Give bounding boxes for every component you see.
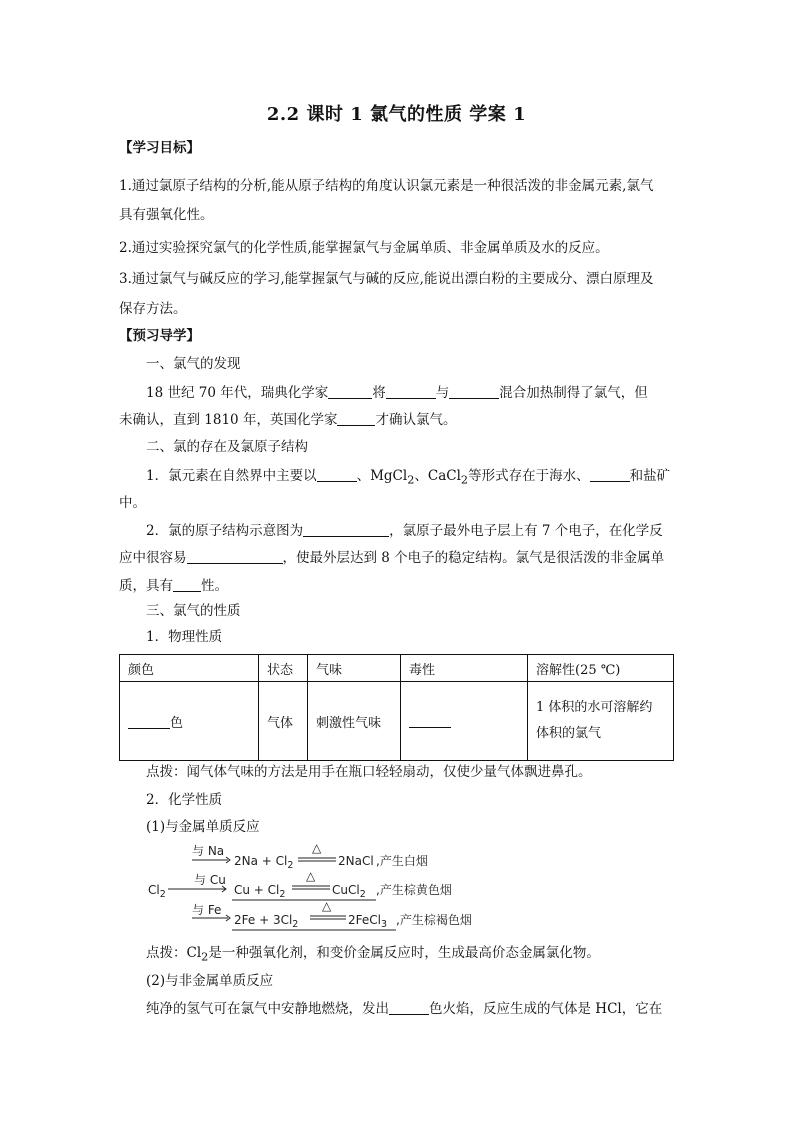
discovery-line-2: 未确认，直到 1810 年，英国化学家 才确认氯气。 <box>119 412 457 428</box>
page-title: 2.2 课时 1 氯气的性质 学案 1 <box>266 104 527 125</box>
reaction-fe-note: ,产生棕褐色烟 <box>396 913 472 927</box>
structure-line-2: 应中很容易 ，使最外层达到 8 个电子的稳定结构。氯气是很活泼的非金属单 <box>119 550 665 566</box>
cell-odor: 刺激性气味 <box>308 682 401 761</box>
condition-na: △ <box>312 841 322 855</box>
branch-label-fe: 与 Fe <box>192 903 222 917</box>
reaction-cu-note: ,产生棕黄色烟 <box>376 883 452 897</box>
condition-cu: △ <box>306 869 316 883</box>
section-3-title: 三、氯气的性质 <box>146 603 241 619</box>
blank-toxicity[interactable] <box>409 713 451 728</box>
header-state: 状态 <box>259 655 308 682</box>
objective-line-2: 具有强氧化性。 <box>119 207 214 223</box>
structure-line-3: 质，具有 性。 <box>119 578 228 594</box>
header-odor: 气味 <box>308 655 401 682</box>
blank-location[interactable] <box>590 467 630 482</box>
reaction-fe-product: 2FeCl$_3$ <box>348 913 388 930</box>
chemical-properties-title: 2．化学性质 <box>146 792 223 808</box>
existence-line-2: 中。 <box>119 495 146 511</box>
blank-chemist[interactable] <box>328 384 372 399</box>
branch-label-cu: 与 Cu <box>194 873 226 887</box>
cell-toxicity <box>401 682 528 761</box>
blank-reagent-2[interactable] <box>449 384 499 399</box>
section-1-title: 一、氯气的发现 <box>146 356 241 372</box>
cell-color: 色 <box>120 682 259 761</box>
metal-reaction-title: (1)与金属单质反应 <box>146 819 260 835</box>
preview-heading: 【预习导学】 <box>119 328 200 344</box>
existence-line-1: 1．氯元素在自然界中主要以 、MgCl$_2$、CaCl$_2$等形式存在于海水、 和盐矿 <box>146 468 671 487</box>
cell-solubility: 1 体积的水可溶解约 体积的氯气 <box>528 682 674 761</box>
blank-electron-behavior[interactable] <box>187 549 283 564</box>
metal-reaction-diagram <box>146 840 506 936</box>
reaction-na-note: ,产生白烟 <box>376 854 428 868</box>
reaction-cu-lhs: $Cu + Cl_2$ <box>234 883 286 900</box>
blank-property[interactable] <box>173 577 201 592</box>
reaction-na-product: 2NaCl <box>338 854 374 868</box>
cell-state: 气体 <box>259 682 308 761</box>
blank-form[interactable] <box>317 467 357 482</box>
tip-smell: 点拨：闻气体气味的方法是用手在瓶口轻轻扇动，仅使少量气体飘进鼻孔。 <box>146 764 592 780</box>
physical-properties-table <box>119 654 674 761</box>
condition-fe: △ <box>322 899 332 913</box>
blank-color[interactable] <box>128 714 170 729</box>
discovery-line-1: 18 世纪 70 年代，瑞典化学家 将 与 混合加热制得了氯气，但 <box>146 385 648 401</box>
objective-line-4: 3.通过氯气与碱反应的学习,能掌握氯气与碱的反应,能说出漂白粉的主要成分、漂白原理及 <box>119 271 654 287</box>
tip-oxidizer: 点拨：$Cl_2$是一种强氧化剂，和变价金属反应时，生成最高价态金属氯化物。 <box>146 945 600 964</box>
objective-line-3: 2.通过实验探究氯气的化学性质,能掌握氯气与金属单质、非金属单质及水的反应。 <box>119 240 609 256</box>
table-header-row <box>120 655 674 682</box>
header-color: 颜色 <box>120 655 259 682</box>
hydrogen-combustion-line: 纯净的氢气可在氯气中安静地燃烧，发出 色火焰，反应生成的气体是 HCl，它在 <box>146 1001 663 1017</box>
blank-reagent-1[interactable] <box>386 384 436 399</box>
section-2-title: 二、氯的存在及氯原子结构 <box>146 439 308 455</box>
reaction-fe-lhs: $2Fe + 3Cl_2$ <box>234 913 299 930</box>
branch-label-na: 与 Na <box>192 844 225 858</box>
reaction-scheme <box>146 840 506 936</box>
reaction-cu-product: CuCl$_2$ <box>332 883 366 900</box>
blank-english-chemist[interactable] <box>337 411 375 426</box>
reactant-cl2: $Cl_2$ <box>148 883 166 900</box>
objectives-heading: 【学习目标】 <box>119 140 200 156</box>
blank-flame-color[interactable] <box>389 1000 429 1015</box>
blank-structure-diagram[interactable] <box>303 522 389 537</box>
structure-line-1: 2．氯的原子结构示意图为 ，氯原子最外电子层上有 7 个电子，在化学反 <box>146 523 663 539</box>
nonmetal-reaction-title: (2)与非金属单质反应 <box>146 973 274 989</box>
physical-properties-title: 1．物理性质 <box>146 629 223 645</box>
header-solubility: 溶解性(25 ℃) <box>528 655 674 682</box>
reaction-na-lhs: $2Na + Cl_2$ <box>234 854 294 871</box>
objective-line-1: 1.通过氯原子结构的分析,能从原子结构的角度认识氯元素是一种很活泼的非金属元素,氯气 <box>119 178 654 194</box>
objective-line-5: 保存方法。 <box>119 301 187 317</box>
header-toxicity: 毒性 <box>401 655 528 682</box>
table-row <box>120 682 674 761</box>
